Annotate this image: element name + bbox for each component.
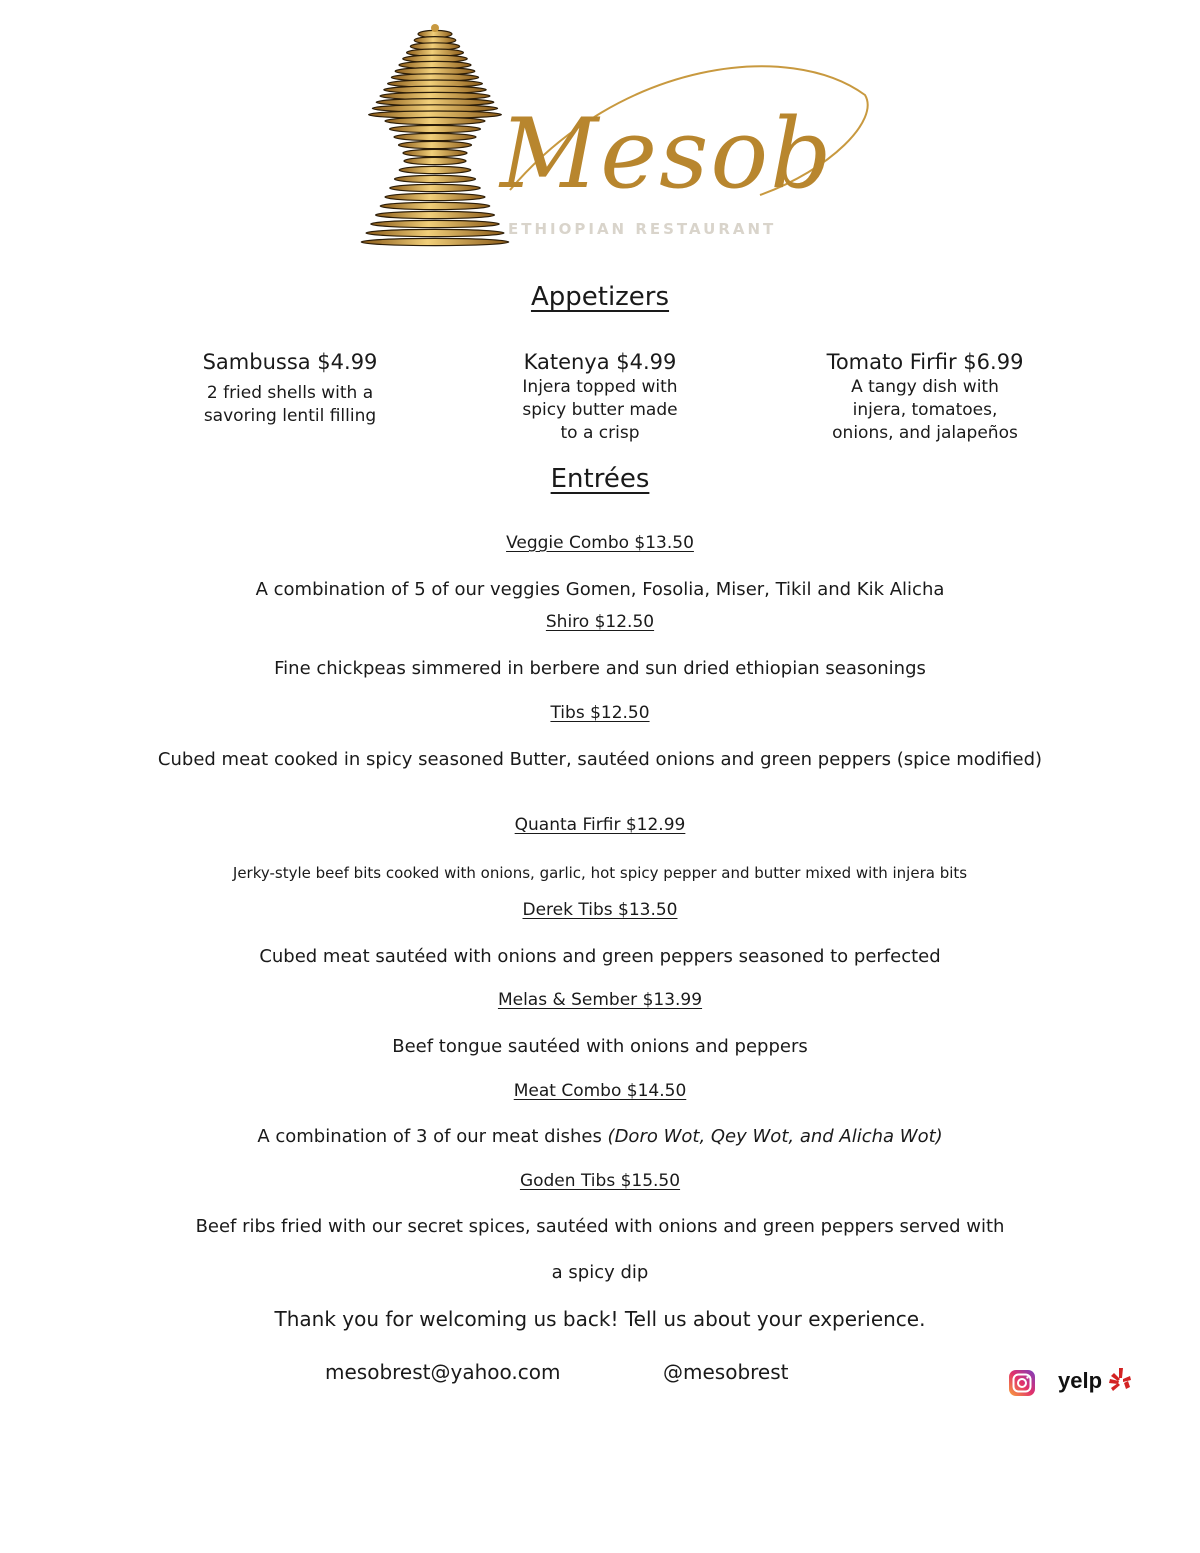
- desc-line: to a crisp: [560, 423, 640, 443]
- logo-wordmark: Mesob: [500, 98, 834, 210]
- basket-ring: [390, 125, 481, 132]
- entree-description: [130, 1121, 1070, 1153]
- entree-title: Melas & Sember $13.99: [497, 990, 703, 1010]
- appetizer-description: [160, 382, 420, 428]
- appetizer-name: Sambussa $4.99: [202, 350, 378, 374]
- basket-ring: [366, 229, 504, 236]
- desc-line: injera, tomatoes,: [852, 400, 998, 420]
- instagram-icon[interactable]: [1008, 1369, 1036, 1397]
- email-address[interactable]: mesobrest@yahoo.com: [325, 1360, 561, 1384]
- appetizer-item: [470, 350, 730, 445]
- entree-description: Jerky-style beef bits cooked with onions, garlic, hot spicy pepper and butter mixed with injera bits: [232, 864, 968, 882]
- logo-subtitle: ETHIOPIAN RESTAURANT: [508, 220, 777, 238]
- appetizer-item: [790, 350, 1060, 445]
- yelp-burst-icon[interactable]: [1108, 1367, 1132, 1393]
- entree-name: [0, 990, 1200, 1010]
- entree-name: [0, 900, 1200, 920]
- entree-title: Meat Combo $14.50: [513, 1081, 687, 1101]
- desc-line: A tangy dish with: [851, 377, 999, 397]
- entree-title: Derek Tibs $13.50: [522, 900, 678, 920]
- basket-tip: [431, 24, 439, 32]
- appetizer-item: [160, 350, 420, 428]
- basket-ring: [371, 220, 500, 227]
- basket-ring: [403, 149, 467, 156]
- basket-ring: [394, 133, 476, 140]
- entree-description: Cubed meat sautéed with onions and green peppers seasoned to perfected: [259, 946, 941, 967]
- entree-name: [0, 1171, 1200, 1191]
- basket-ring: [395, 175, 476, 182]
- entree-description-main: A combination of 3 of our meat dishes: [257, 1126, 608, 1147]
- appetizer-name: Tomato Firfir $6.99: [826, 350, 1024, 374]
- basket-ring: [390, 184, 481, 191]
- entree-title: Goden Tibs $15.50: [519, 1171, 681, 1191]
- restaurant-logo: [360, 20, 880, 250]
- basket-ring: [399, 141, 472, 148]
- desc-line: spicy butter made: [522, 400, 678, 420]
- basket-ring: [380, 202, 490, 209]
- entree-description-italic: (Doro Wot, Qey Wot, and Alicha Wot): [607, 1126, 943, 1147]
- appetizers-heading: Appetizers: [530, 282, 670, 312]
- basket-ring: [376, 211, 495, 218]
- entree-description: A combination of 5 of our veggies Gomen, Fosolia, Miser, Tikil and Kik Alicha: [255, 579, 945, 600]
- basket-ring: [385, 193, 485, 200]
- entree-name: [0, 612, 1200, 632]
- entree-name: [0, 533, 1200, 553]
- entree-name: [0, 703, 1200, 723]
- entree-description: Beef tongue sautéed with onions and peppers: [392, 1036, 808, 1057]
- entree-title: Tibs $12.50: [550, 703, 650, 723]
- desc-line: 2 fried shells with a: [206, 383, 374, 403]
- desc-line: savoring lentil filling: [203, 406, 377, 426]
- entree-name: [0, 815, 1200, 835]
- basket-ring: [399, 166, 471, 173]
- entree-title: Veggie Combo $13.50: [506, 533, 694, 553]
- entree-title: Shiro $12.50: [545, 612, 655, 632]
- entree-name: [0, 1081, 1200, 1101]
- entrees-heading: Entrées: [550, 464, 650, 494]
- desc-line: Injera topped with: [522, 377, 678, 397]
- basket-ring: [404, 157, 466, 164]
- thank-you-message: Thank you for welcoming us back! Tell us about your experience.: [274, 1307, 926, 1331]
- entree-title: Quanta Firfir $12.99: [514, 815, 686, 835]
- entree-description: Cubed meat cooked in spicy seasoned Butter, sautéed onions and green peppers (spice modified): [157, 749, 1043, 770]
- appetizer-name: Katenya $4.99: [523, 350, 677, 374]
- desc-line: onions, and jalapeños: [832, 423, 1018, 443]
- basket-ring: [385, 117, 485, 124]
- yelp-logo-text[interactable]: yelp: [1058, 1368, 1103, 1393]
- social-handle[interactable]: @mesobrest: [663, 1360, 789, 1384]
- appetizer-description: [470, 376, 730, 445]
- entree-description: Fine chickpeas simmered in berbere and sun dried ethiopian seasonings: [274, 658, 926, 679]
- entree-description: Beef ribs fried with our secret spices, sautéed with onions and green peppers served with: [195, 1216, 1005, 1237]
- entree-description-line2: a spicy dip: [551, 1262, 649, 1283]
- basket-ring: [361, 238, 509, 245]
- appetizer-description: [790, 376, 1060, 445]
